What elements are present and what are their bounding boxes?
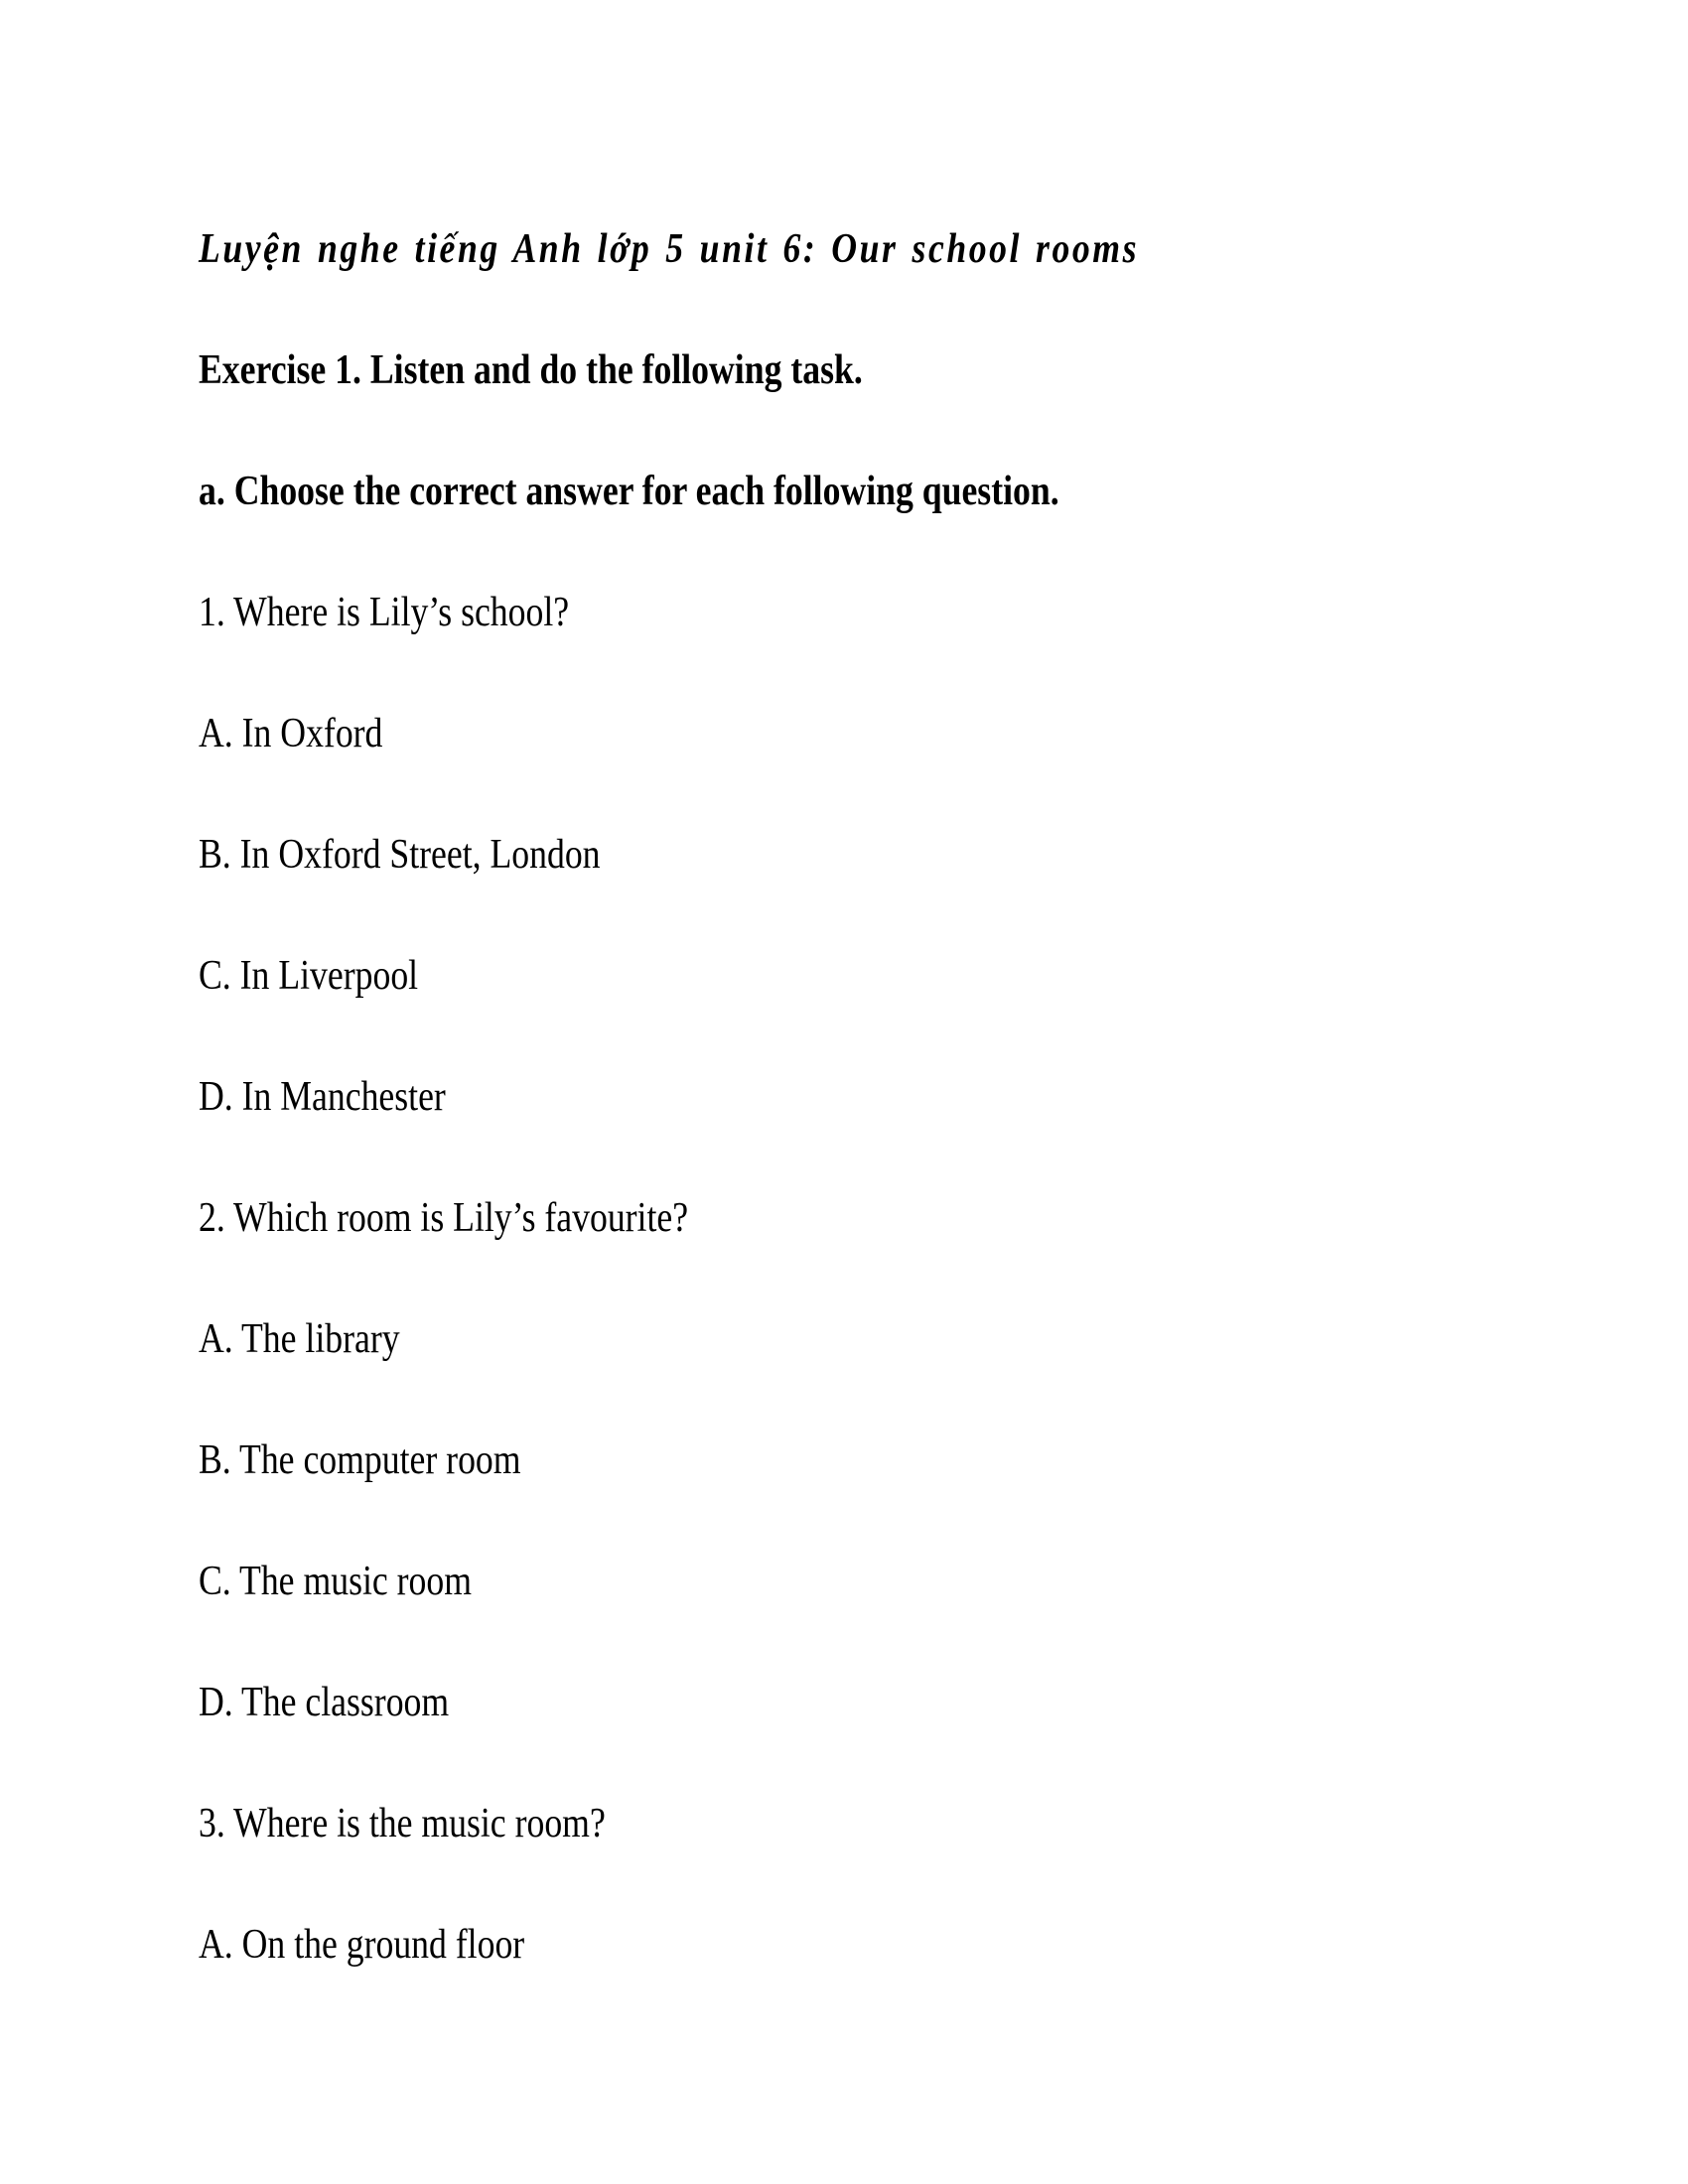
question-1-option-c: C. In Liverpool [199,953,419,999]
question-1-text: 1. Where is Lily’s school? [199,590,570,635]
question-1-option-d: D. In Manchester [199,1074,446,1120]
question-2-option-b: B. The computer room [199,1437,521,1483]
question-1-option-b: B. In Oxford Street, London [199,832,601,878]
question-2-option-c: C. The music room [199,1559,473,1604]
question-2-option-d: D. The classroom [199,1680,450,1725]
question-3-text: 3. Where is the music room? [199,1801,606,1846]
document-title: Luyện nghe tiếng Anh lớp 5 unit 6: Our school rooms [199,226,1140,272]
task-heading: a. Choose the correct answer for each following question. [199,469,1059,514]
question-2-text: 2. Which room is Lily’s favourite? [199,1195,689,1241]
question-2-option-a: A. The library [199,1316,400,1362]
question-1-option-a: A. In Oxford [199,711,383,756]
question-3-option-a: A. On the ground floor [199,1922,525,1968]
exercise-heading: Exercise 1. Listen and do the following task. [199,347,863,393]
document-content [199,228,1589,2045]
